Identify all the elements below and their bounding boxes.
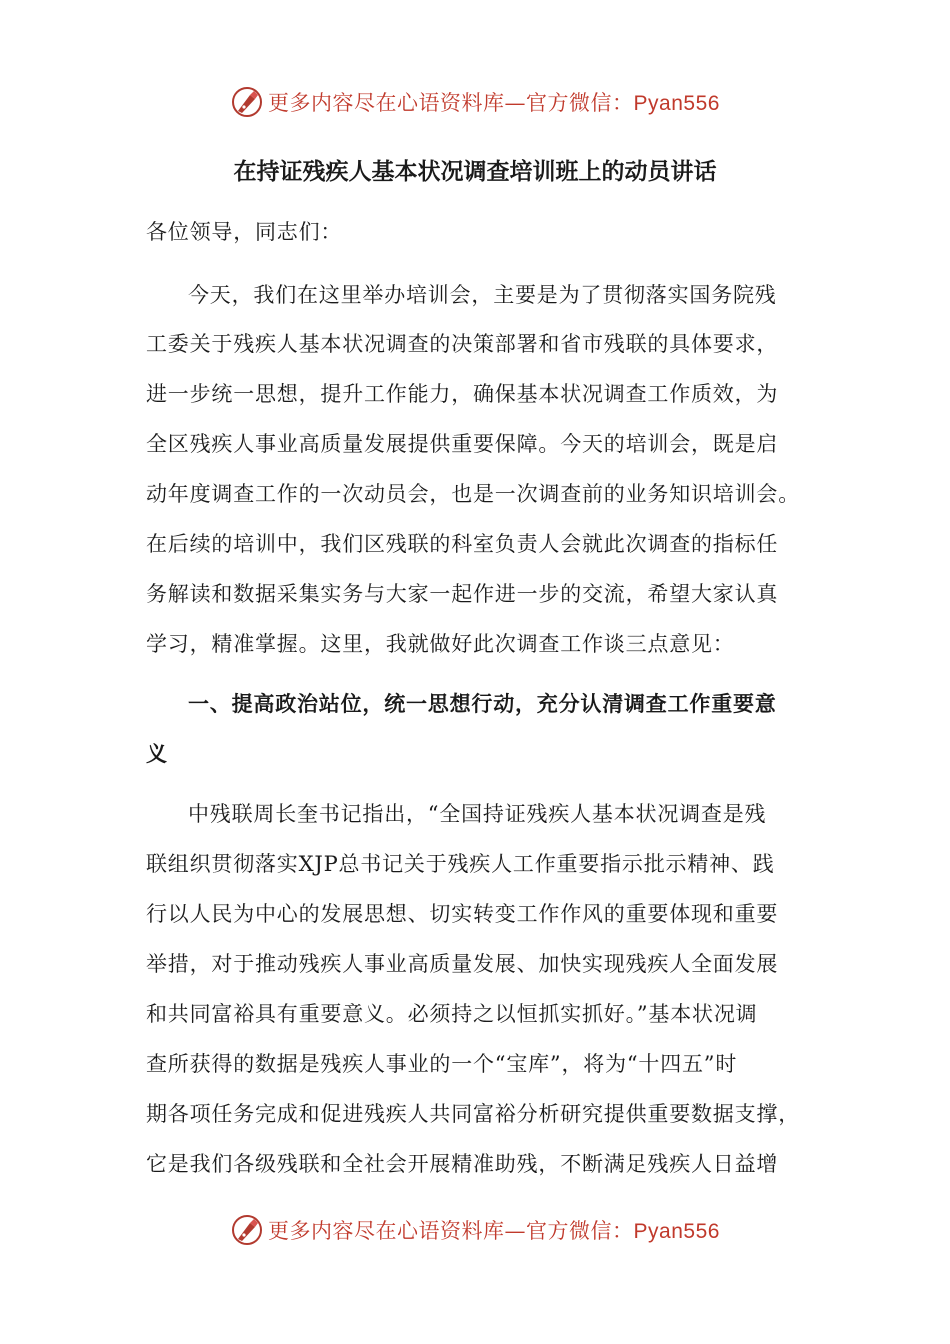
body-line: 期各项任务完成和促进残疾人共同富裕分析研究提供重要数据支撑， <box>146 1102 800 1126</box>
wechat-id: Pyan556 <box>633 92 720 115</box>
section-heading: 一、提高政治站位，统一思想行动，充分认清调查工作重要意 <box>188 691 777 716</box>
body-line: 全区残疾人事业高质量发展提供重要保障。今天的培训会，既是启 <box>146 432 779 456</box>
salutation: 各位领导，同志们： <box>146 220 343 244</box>
body-line: 和共同富裕具有重要意义。必须持之以恒抓实抓好。”基本状况调 <box>146 1002 758 1026</box>
body-line: 它是我们各级残联和全社会开展精准助残，不断满足残疾人日益增 <box>146 1152 779 1176</box>
pen-nib-logo-icon <box>230 85 264 119</box>
body-line: 中残联周长奎书记指出，“全国持证残疾人基本状况调查是残 <box>188 802 767 826</box>
header-banner <box>0 80 950 124</box>
document-title: 在持证残疾人基本状况调查培训班上的动员讲话 <box>233 158 717 185</box>
body-line: 进一步统一思想，提升工作能力，确保基本状况调查工作质效，为 <box>146 382 779 406</box>
body-line: 务解读和数据采集实务与大家一起作进一步的交流，希望大家认真 <box>146 582 779 606</box>
body-line: 举措，对于推动残疾人事业高质量发展、加快实现残疾人全面发展 <box>146 952 779 976</box>
body-line: 学习，精准掌握。这里，我就做好此次调查工作谈三点意见： <box>146 632 735 656</box>
body-line: 在后续的培训中，我们区残联的科室负责人会就此次调查的指标任 <box>146 532 779 556</box>
body-line: 工委关于残疾人基本状况调查的决策部署和省市残联的具体要求， <box>146 332 779 356</box>
body-line: 查所获得的数据是残疾人事业的一个“宝库”，将为“十四五”时 <box>146 1052 738 1076</box>
pen-nib-logo-icon <box>230 1213 264 1247</box>
body-line: 动年度调查工作的一次动员会，也是一次调查前的业务知识培训会。 <box>146 482 800 506</box>
body-line: 今天，我们在这里举办培训会，主要是为了贯彻落实国务院残 <box>188 283 777 307</box>
footer-banner <box>0 1208 950 1252</box>
banner-text: 更多内容尽在心语资料库—官方微信：Pyan556 <box>268 91 720 115</box>
banner-text: 更多内容尽在心语资料库—官方微信：Pyan556 <box>268 1219 720 1243</box>
section-heading-continued: 义 <box>146 741 168 766</box>
wechat-id: Pyan556 <box>633 1220 720 1243</box>
body-line: 联组织贯彻落实XJP总书记关于残疾人工作重要指示批示精神、践 <box>146 852 775 876</box>
body-line: 行以人民为中心的发展思想、切实转变工作作风的重要体现和重要 <box>146 902 779 926</box>
